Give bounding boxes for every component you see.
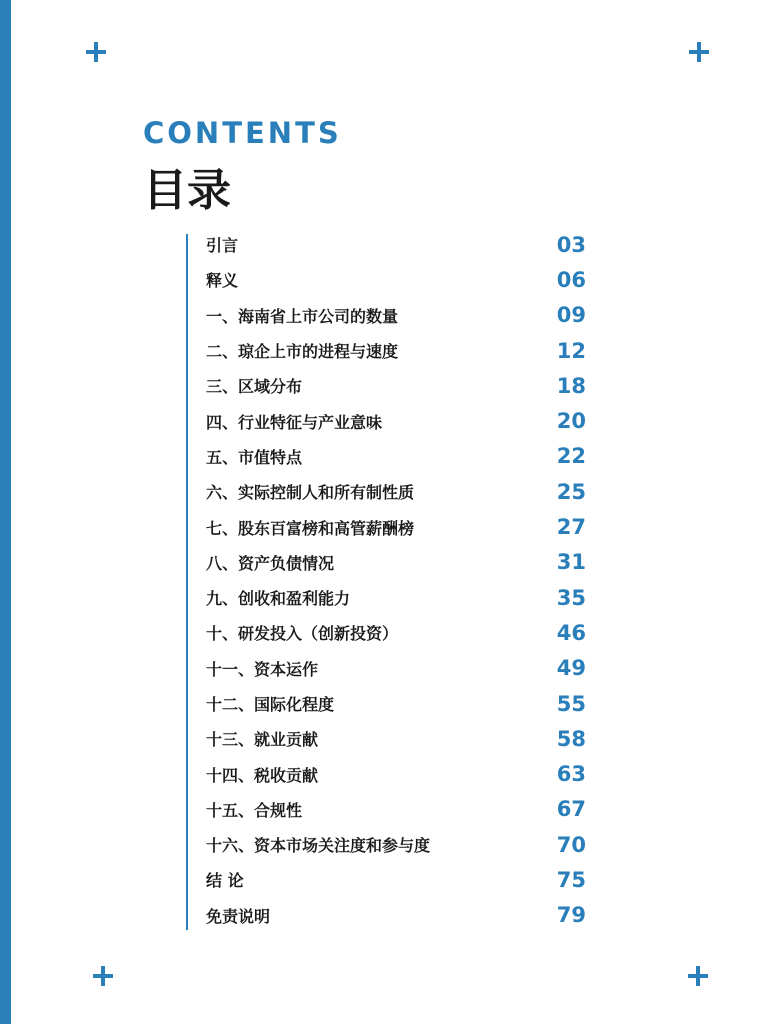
toc-entry-page: 03: [556, 232, 586, 257]
toc-entry-label: 引言: [206, 236, 239, 256]
toc-entry-label: 四、行业特征与产业意味: [206, 412, 383, 432]
toc-entry[interactable]: [206, 474, 586, 509]
toc-entry-page: 58: [556, 726, 586, 751]
toc-entry[interactable]: [206, 545, 586, 580]
toc-entry-page: 22: [556, 444, 586, 469]
toc-entry-page: 35: [556, 585, 586, 610]
toc-entry[interactable]: [206, 898, 586, 933]
toc-entry-label: 八、资产负债情况: [206, 553, 335, 573]
toc-entry[interactable]: [206, 262, 586, 297]
toc-entry[interactable]: [206, 298, 586, 333]
toc-entry-label: 十一、资本运作: [206, 659, 319, 679]
toc-entry[interactable]: [206, 368, 586, 403]
plus-icon: [86, 42, 106, 62]
toc-entry-page: 27: [556, 515, 586, 540]
toc-entry[interactable]: [206, 403, 586, 438]
toc-entry-page: 31: [556, 550, 586, 575]
toc-entry[interactable]: [206, 862, 586, 897]
toc-entry[interactable]: [206, 439, 586, 474]
toc-entry-label: 结 论: [206, 871, 244, 891]
toc-entry-page: 63: [556, 762, 586, 787]
toc-entry-label: 十三、就业贡献: [206, 730, 319, 750]
toc-entry-label: 三、区域分布: [206, 377, 303, 397]
toc-entry[interactable]: [206, 509, 586, 544]
toc-entry-label: 七、股东百富榜和高管薪酬榜: [206, 518, 415, 538]
toc-entry-page: 09: [556, 303, 586, 328]
table-of-contents: [206, 227, 586, 933]
toc-entry-label: 九、创收和盈利能力: [206, 589, 351, 609]
plus-icon: [93, 966, 113, 986]
toc-entry-label: 五、市值特点: [206, 447, 303, 467]
toc-entry-page: 55: [556, 691, 586, 716]
toc-entry-page: 06: [556, 267, 586, 292]
toc-entry-label: 免责说明: [206, 906, 271, 926]
toc-entry-label: 二、琼企上市的进程与速度: [206, 342, 399, 362]
left-accent-bar: [0, 0, 11, 1024]
toc-entry-label: 十六、资本市场关注度和参与度: [206, 836, 431, 856]
toc-entry[interactable]: [206, 227, 586, 262]
toc-divider-line: [186, 234, 188, 930]
toc-entry-label: 六、实际控制人和所有制性质: [206, 483, 415, 503]
toc-entry-page: 46: [556, 620, 586, 645]
toc-entry-label: 十二、国际化程度: [206, 695, 335, 714]
toc-entry-page: 49: [556, 656, 586, 681]
toc-entry-label: 十、研发投入（创新投资）: [206, 624, 399, 644]
toc-entry[interactable]: [206, 333, 586, 368]
toc-entry[interactable]: [206, 827, 586, 862]
toc-entry-page: 25: [556, 479, 586, 504]
toc-entry-label: 十四、税收贡献: [206, 765, 319, 785]
contents-title-zh: 目录: [143, 165, 231, 216]
toc-entry[interactable]: [206, 615, 586, 650]
toc-entry[interactable]: [206, 686, 586, 721]
toc-entry-page: 70: [556, 832, 586, 857]
toc-entry[interactable]: [206, 651, 586, 686]
toc-entry-page: 79: [556, 903, 586, 928]
toc-entry-page: 75: [556, 867, 586, 892]
toc-entry[interactable]: [206, 580, 586, 615]
toc-entry[interactable]: [206, 792, 586, 827]
toc-entry-page: 12: [556, 338, 586, 363]
contents-title-en: CONTENTS: [143, 116, 342, 150]
toc-entry-page: 67: [556, 797, 586, 822]
toc-entry-label: 释义: [206, 271, 239, 291]
toc-entry-page: 18: [556, 373, 586, 398]
toc-entry-label: 一、海南省上市公司的数量: [206, 306, 399, 326]
toc-entry-page: 20: [556, 409, 586, 434]
plus-icon: [689, 42, 709, 62]
toc-entry[interactable]: [206, 721, 586, 756]
toc-entry-label: 十五、合规性: [206, 800, 303, 820]
toc-entry[interactable]: [206, 756, 586, 791]
plus-icon: [688, 966, 708, 986]
